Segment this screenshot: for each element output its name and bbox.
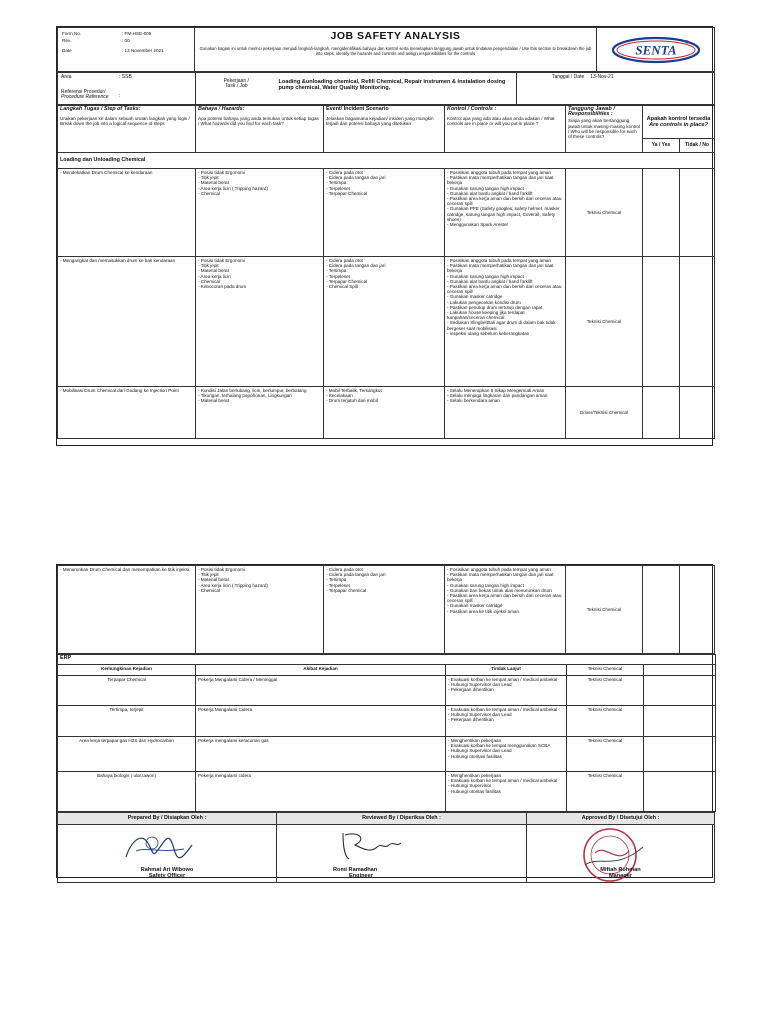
erp-row	[58, 706, 716, 737]
erp4-effect: Pekerja mengalami cidera	[196, 772, 446, 812]
row4-control: - Posisikan anggota tubuh pada tempat yang aman - Pastikan mata memperhatikan tangan dan jari saat bekerja - Gunakan sarung tangan high impact - Gunakan ban bekas untuk alas menurunkan drum - Pastikan area kerja aman dan bersih dari ceceran atau ceceran spill - Gunakan masker catridge - Pastikan area ke titik injeksi aman	[445, 566, 566, 654]
col-hazard-desc: Apa potensi bahaya yang anda temukan untuk setiap tugas / What hazards did you find for each task?	[198, 116, 319, 127]
job-label-en: Task / Job	[224, 83, 248, 90]
erp3-action: - Menghentikan pekerjaan - Evakuasi korban ke tempat menggunakan SCBA - Hubungi Supervisor dan Lead - Hubungi otoritasi fasilitas	[446, 737, 567, 772]
row1-control: - Posisikan anggota tubuh pada tempat yang aman - Pastikan mata memperhatikan tangan dan jari saat bekerja - Gunakan sarung tangan high impact - Gunakan alat bantu angkat / hand forklift - Pastikan area kerja aman dan bersih dari ceceran atau ceceran spill - Gunakan PPE (Safety googles, safety helmet, masker catridge, sarung tangan high impact, Coverall, Safety shoes) - Menggunakan Spark Arester	[445, 169, 566, 257]
erp-label: ERP	[58, 655, 716, 665]
erp-col-action: Tindak Lanjut	[446, 665, 567, 676]
date-row	[62, 48, 190, 53]
page-subtitle: Gunakan bagian ini untuk merinci pekerjaan menjadi langkah-langkah, mengidentifikasi bahaya dan kontrol serta menetapkan tanggung jawab untuk tindakan pengendalian / Use this section to breakdown the job into steps, identify the hazards and controls and assign responsibilities for the controls	[199, 46, 592, 56]
date-label: Date	[62, 48, 72, 54]
form-no-value: : FM-HSE-005	[122, 31, 152, 36]
erp1-event: Terpapar Chemical	[58, 676, 196, 706]
erp3-effect: Pekerja mengalami keracunan gas	[196, 737, 446, 772]
area-row	[61, 75, 192, 80]
row2-control: - Posisikan anggota tubuh pada tempat yang aman - Pastikan mata memperhatikan tangan dan jari saat bekerja - Gunakan sarung tangan high impact - Gunakan alat bantu angkat / hand forklift - Pastikan area kerja aman dan bersih dari ceceran atau ceceran spill - Gunakan masker catridge - Lakukan pengecekan kondisi drum - Pastikan penutup drum tertutup dengan rapat - Lakukan house keeping jika terdapat tumpahan/ceceran chemical - Sediakan Slingbelt/tali agar drum di dalam bak tidak bergeser saat mobilisasi - inspeksi ulang sebelum keberangkatan	[445, 257, 566, 387]
table-row	[58, 169, 715, 257]
row2-resp: Teknisi Chemical	[566, 257, 643, 387]
tanggal-label: Tanggal / Date	[552, 74, 585, 80]
row4-hazard: - Posisi tidak Ergonomi - Titik jepit - Material berat - Area kerja licin ( Tripping hazard) - Chemical	[196, 566, 324, 654]
rev-value: : 00	[122, 38, 130, 44]
row2-yes-checkbox[interactable]	[643, 257, 680, 387]
erp1-resp: Teknisi Chemical	[567, 676, 644, 706]
col-hazard-title: Bahaya / Hazards:	[198, 106, 245, 112]
col-resp-header	[566, 106, 643, 153]
col-step-desc: Uraikan pekerjaan ke dalam sebuah urutan langkah yang logis / Break down the job into a logical sequence of steps	[60, 116, 190, 127]
ref-row	[61, 90, 192, 100]
row4-step: - Menurunkan Drum Chemical dan menempatkan ke titik injeksi	[58, 566, 196, 654]
erp-col-resp: Teknisi Chemical	[567, 665, 644, 676]
approved-name: Miftah Rohman	[600, 867, 641, 873]
row3-hazard: - Kondisi Jalan berlubang, licin, berlumpur, berbatang - Tikungan, terhalang pepohonan, Lingkungan - Material berat	[196, 387, 324, 439]
header-table	[57, 27, 715, 72]
ref-value: :	[119, 93, 121, 100]
job-value-cell	[277, 73, 517, 105]
company-logo	[599, 35, 712, 65]
job-label: Pekerjaan /	[223, 78, 249, 84]
row1-hazard: - Posisi tidak Ergonomi - Titik jepit - Material berat - Area kerja licin ( Tripping hazard) - Chemical	[196, 169, 324, 257]
erp-header-row	[58, 665, 716, 676]
row2-hazard: - Posisi tidak Ergonomi - Titik jepit - Material berat - Area kerja licin - Chemical - Kebocoran pada drum	[196, 257, 324, 387]
table-row	[58, 257, 715, 387]
approved-title: Manager	[608, 873, 632, 879]
prepared-title: Safety Officer	[148, 873, 186, 879]
col-hazard-header	[196, 106, 324, 153]
erp-col-effect: Akibat Kejadian	[196, 665, 446, 676]
logo-mark: ®	[684, 39, 689, 46]
job-value: Loading &unloading chemical, Refill Chemical, Repair instrumen & instalation dosing pump chemical, Water Quality Monitoring,	[278, 79, 506, 92]
logo-text: SENTA	[634, 42, 677, 57]
ref-label: Referensi Prosedur/	[61, 89, 106, 96]
erp-col-event: Kemungkinan Kejadian	[58, 665, 196, 676]
erp2-event: Tertimpa, terjepit	[58, 706, 196, 737]
rev-label: Rev.	[62, 38, 72, 44]
erp-row	[58, 772, 716, 812]
erp2-action: - Evakuasi korban ke tempat aman / medical ambekal - Hubungi Supervisor dan Lead - Pekerjaan dihentikan	[446, 706, 567, 737]
jsa-sheet-bottom	[56, 564, 713, 878]
prepared-name: Rahmat Ari Wibowo	[140, 867, 194, 873]
column-header-row	[58, 106, 715, 139]
row1-yes-checkbox[interactable]	[643, 169, 680, 257]
col-control-title: Kontrol / Controls :	[447, 106, 497, 112]
erp4-action: - Menghentikan pekerjaan - Evakuasi korban ke tempat aman / medical ambekal - Hubungi Supervisor - Hubungi otoritas fasilitas	[446, 772, 567, 812]
row3-yes-checkbox[interactable]	[643, 387, 680, 439]
area-ref-cell	[58, 73, 196, 105]
erp2-effect: Pekerja Mengalami Cidera	[196, 706, 446, 737]
row1-step: - Mendekatkan Drum Chemical ke kendaraan	[58, 169, 196, 257]
row2-no-checkbox[interactable]	[680, 257, 715, 387]
reviewed-title: Engineer	[349, 873, 373, 879]
tanggal-value: 13-Nov-21	[590, 74, 614, 80]
erp3-resp: Teknisi Chemical	[567, 737, 644, 772]
col-control-desc: Kontrol apa yang ada atau akan anda adakan / What controls are in place or will you put in place ?	[447, 116, 555, 127]
table-row	[58, 566, 715, 654]
row3-event: - Mobil Terbalik, Tersangkut - Kecelakaan - Drum terjatuh dari mobil	[324, 387, 445, 439]
logo-cell	[597, 28, 715, 72]
job-label-cell	[196, 73, 277, 105]
reviewed-by-label: Reviewed By / Diperiksa Oleh :	[277, 813, 527, 825]
erp1-action: - Evakuasi korban ke tempat aman / medical ambekal - Hubungi Supervisor dan Lead - Pekerjaan dihentikan	[446, 676, 567, 706]
page-title: JOB SAFETY ANALYSIS	[330, 30, 461, 42]
col-avail-title-en: Are controls in place?	[649, 122, 708, 128]
row1-no-checkbox[interactable]	[680, 169, 715, 257]
row3-resp: Driver/Teknisi Chemical	[566, 387, 643, 439]
prepared-signature-cell	[58, 825, 277, 883]
approved-signature-cell	[527, 825, 715, 883]
form-no-label: Form No.	[62, 31, 82, 36]
area-value: : SSB	[119, 74, 132, 80]
col-yes-header: Ya / Yes	[643, 139, 680, 153]
erp2-resp: Teknisi Chemical	[567, 706, 644, 737]
col-resp-desc: Siapa yang akan bertanggung jawab untuk masing-masing kontrol / Who will be responsible for each of these controls?	[568, 118, 641, 140]
col-avail-title: Apakah kontrol tersedia	[646, 115, 711, 122]
row3-no-checkbox[interactable]	[680, 387, 715, 439]
title-cell	[195, 28, 597, 72]
row2-step: - Mengangkat dan memasukkan drum ke bak kendaraan	[58, 257, 196, 387]
erp3-blank	[644, 737, 716, 772]
col-step-header	[58, 106, 196, 153]
approved-by-label: Approved By / Disetujui Oleh :	[527, 813, 715, 825]
jsa-sheet-top	[56, 26, 713, 446]
col-resp-title: Tanggung Jawab / Responsibilities :	[568, 106, 615, 118]
col-avail-header	[643, 106, 715, 139]
col-event-desc: Jelaskan bagaimana kejadian/ insiden yang mungkin terjadi dari potensi bahaya yang ditetukan	[326, 116, 434, 127]
form-no-row	[62, 31, 190, 36]
erp-row	[58, 676, 716, 706]
erp-col-blank	[644, 665, 716, 676]
jsa-table	[57, 105, 715, 439]
row4-resp: Teknisi Chemical	[566, 566, 643, 654]
col-no-header: Tidak / No	[680, 139, 715, 153]
date-info-cell	[517, 73, 715, 105]
row2-event: - Cidera pada otot - Cidera pada tangan dan jari - Tertimpa - Terpeleset - Terpapar Chemical - Chemical Spill	[324, 257, 445, 387]
section-title: Loading dan Unloading Chemical	[58, 153, 715, 169]
ref-label-en: Procedure Reference	[61, 94, 109, 101]
senta-logo-icon	[610, 35, 702, 65]
col-step-title: Langkah Tugas / Step of Tasks:	[60, 106, 141, 112]
table-row	[58, 387, 715, 439]
erp1-blank	[644, 676, 716, 706]
row1-resp: Teknisi Chemical	[566, 169, 643, 257]
row3-control: - Selalu Menerapkan 5 Sikap Mengemudi Aman - Selalu menjaga lingkaran dan pandangan aman - Selalu berkendara aman	[445, 387, 566, 439]
col-event-title: Event/ Incident Scenario	[326, 106, 389, 112]
signature-icon	[337, 827, 407, 861]
erp4-resp: Teknisi Chemical	[567, 772, 644, 812]
jsa-table-continued	[57, 565, 715, 654]
erp2-blank	[644, 706, 716, 737]
erp4-blank	[644, 772, 716, 812]
date-value: : 13 November 2021	[122, 48, 164, 54]
row1-event: - Cidera pada otot - Cidera pada tangan dan jari - Tertimpa - Terpeleset - Terpapar Chemical	[324, 169, 445, 257]
erp4-event: Bahaya biologis ( ular,tawon)	[58, 772, 196, 812]
form-meta	[58, 28, 195, 72]
row4-event: - Cidera pada otot - Cidera pada tangan dan jari - Tertimpa - Terpeleset - Terpapar chemical	[324, 566, 445, 654]
erp1-effect: Pekerja Mengalami Cidera / Meninggal	[196, 676, 446, 706]
rev-row	[62, 38, 190, 43]
reviewed-name: Romi Ramadhan	[333, 867, 378, 873]
row4-no-checkbox[interactable]	[680, 566, 715, 654]
info-table	[57, 72, 715, 105]
erp-row	[58, 737, 716, 772]
signature-icon	[122, 829, 202, 863]
row4-yes-checkbox[interactable]	[643, 566, 680, 654]
prepared-by-label: Prepared By / Disiapkan Oleh :	[58, 813, 277, 825]
erp3-event: Area kerja terpapar gas H2S dan Hydrocarbon	[58, 737, 196, 772]
col-event-header	[324, 106, 445, 153]
reviewed-signature-cell	[277, 825, 527, 883]
area-label: Area	[61, 74, 72, 80]
signature-table	[57, 812, 715, 883]
erp-table	[57, 654, 716, 812]
row3-step: - Mobilisasi Drum Chemical dari Gudang ke Injection Point	[58, 387, 196, 439]
col-control-header	[445, 106, 566, 153]
